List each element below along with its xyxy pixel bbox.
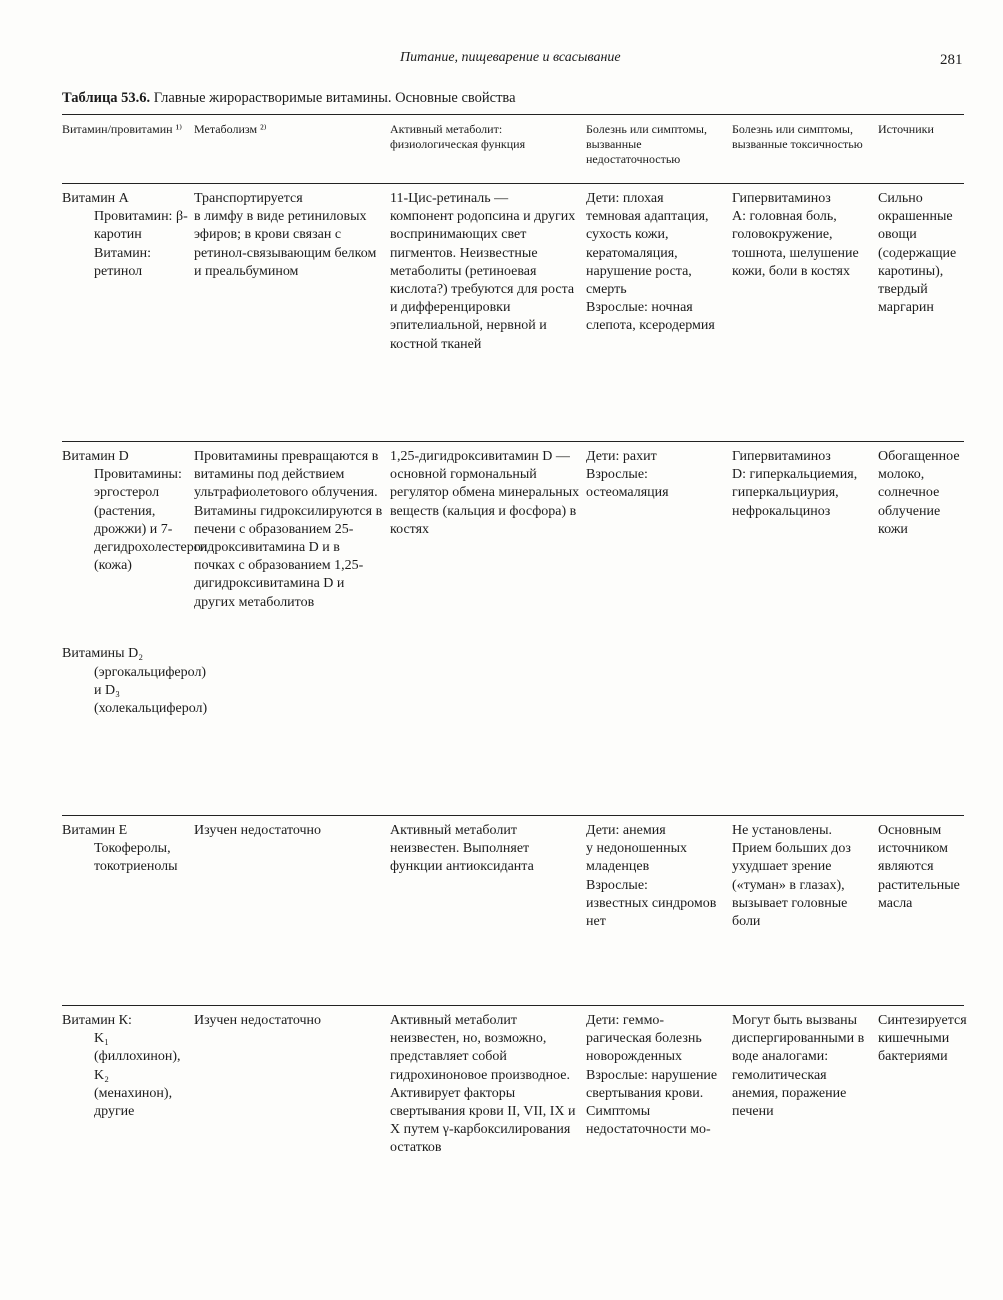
table-row [62,184,964,442]
table-caption [62,90,516,107]
cell-vitamin [62,1006,194,1168]
table-header-row [62,116,964,184]
cell-vitamin [62,184,194,442]
caption-label: Таблица 53.6. [62,90,151,106]
header-deficiency: Болезнь или симптомы, вызванные недостаточностью [586,116,732,184]
cell-function: 1,25-дигидроксивитамин D — основной гормональный регулятор обмена минеральных веществ (кальция и фосфора) в костях [390,442,586,816]
cell-toxicity: Гипервитаминоз D: гиперкальциемия, гиперкальциурия, нефрокальциноз [732,442,878,816]
vitamin-name: Витамин D [62,449,129,464]
cell-deficiency: Дети: рахит Взрослые: остеомаляция [586,442,732,816]
cell-toxicity: Не установлены. Прием больших доз ухудшает зрение («туман» в глазах), вызывает головные боли [732,816,878,1006]
table-row [62,1006,964,1168]
cell-function: Активный метаболит неизвестен. Выполняет функции антиоксиданта [390,816,586,1006]
cell-toxicity: Гипервитаминоз А: головная боль, головокружение, тошнота, шелушение кожи, боли в костях [732,184,878,442]
cell-sources: Сильно окрашенные овощи (содержащие каротины), твердый маргарин [878,184,964,442]
cell-metabolism: Изучен недостаточно [194,1013,322,1028]
vitamin-detail: Провитамины: эргостерол (растения, дрожжи) и 7-дегидрохолестерол (кожа) [94,467,208,574]
vitamin-detail: Токоферолы, токотриенолы [94,841,178,875]
cell-deficiency: Дети: плохая темновая адаптация, сухость кожи, кератомаляция, нарушение роста, смерть Взрослые: ночная слепота, ксеродермия [586,184,732,442]
table-row [62,442,964,816]
cell-deficiency: Дети: геммо- рагическая болезнь новорожденных Взрослые: нарушение свертывания крови. Симптомы недостаточности мо- [586,1013,718,1138]
table-row [62,816,964,1006]
cell-vitamin [62,442,208,816]
vitamin-extra-detail: (эргокальциферол) и D₃ (холекальциферол) [94,664,208,717]
header-toxicity: Болезнь или симптомы, вызванные токсичностью [732,116,878,184]
vitamin-detail: K₁ (филлохинон), K₂ (менахинон), другие [94,1031,181,1120]
cell-vitamin [62,816,194,1006]
running-title: Питание, пищеварение и всасывание [400,50,621,65]
vitamin-name: Витамин К: [62,1013,132,1028]
page-number: 281 [940,52,963,68]
cell-metabolism: Изучен недостаточно [194,816,390,1006]
vitamin-name: Витамин Е [62,823,128,838]
vitamins-table [62,116,967,1168]
cell-function: Активный метаболит неизвестен, но, возможно, представляет собой гидрохиноновое производное. Активирует факторы свертывания крови II, VII, IX и X путем γ-карбоксилирования остатков [390,1013,576,1156]
cell-function: 11-Цис-ретиналь — компонент родопсина и других воспринимающих свет пигментов. Неизвестные метаболиты (ретиноевая кислота?) требуются для роста и дифференцировки эпителиальной, нервной и костной тканей [390,184,586,442]
vitamin-detail: Провитамин: β-каротин Витамин: ретинол [94,209,188,279]
cell-metabolism: Транспортируется в лимфу в виде ретиниловых эфиров; в крови связан с ретинол-связывающим белком и преальбумином [194,184,390,442]
header-vitamin: Витамин/провитамин ¹⁾ [62,116,194,184]
cell-sources: Обогащенное молоко, солнечное облучение кожи [878,442,964,816]
header-sources: Источники [878,116,964,184]
header-metabolism: Метаболизм ²⁾ [194,116,390,184]
top-rule [62,114,964,115]
vitamin-extra-name: Витамины D₂ [62,646,144,662]
cell-metabolism: Провитамины превращаются в витамины под действием ультрафиолетового облучения. Витамины гидроксилируются в печени с образованием 25-гидроксивитамина D и в почках с образованием 1,25-дигидроксивитамина D и других метаболитов [194,442,390,816]
header-function: Активный метаболит: физиологическая функция [390,116,586,184]
caption-text: Главные жирорастворимые витамины. Основные свойства [150,90,516,106]
cell-toxicity: Могут быть вызваны диспергированными в воде аналогами: гемолитическая анемия, поражение печени [732,1013,865,1120]
cell-sources: Синтезируется кишечными бактериями [878,1013,967,1065]
vitamin-name: Витамин А [62,191,129,206]
cell-sources: Основным источником являются растительные масла [878,816,964,1006]
cell-deficiency: Дети: анемия у недоношенных младенцев Взрослые: известных синдромов нет [586,816,732,1006]
